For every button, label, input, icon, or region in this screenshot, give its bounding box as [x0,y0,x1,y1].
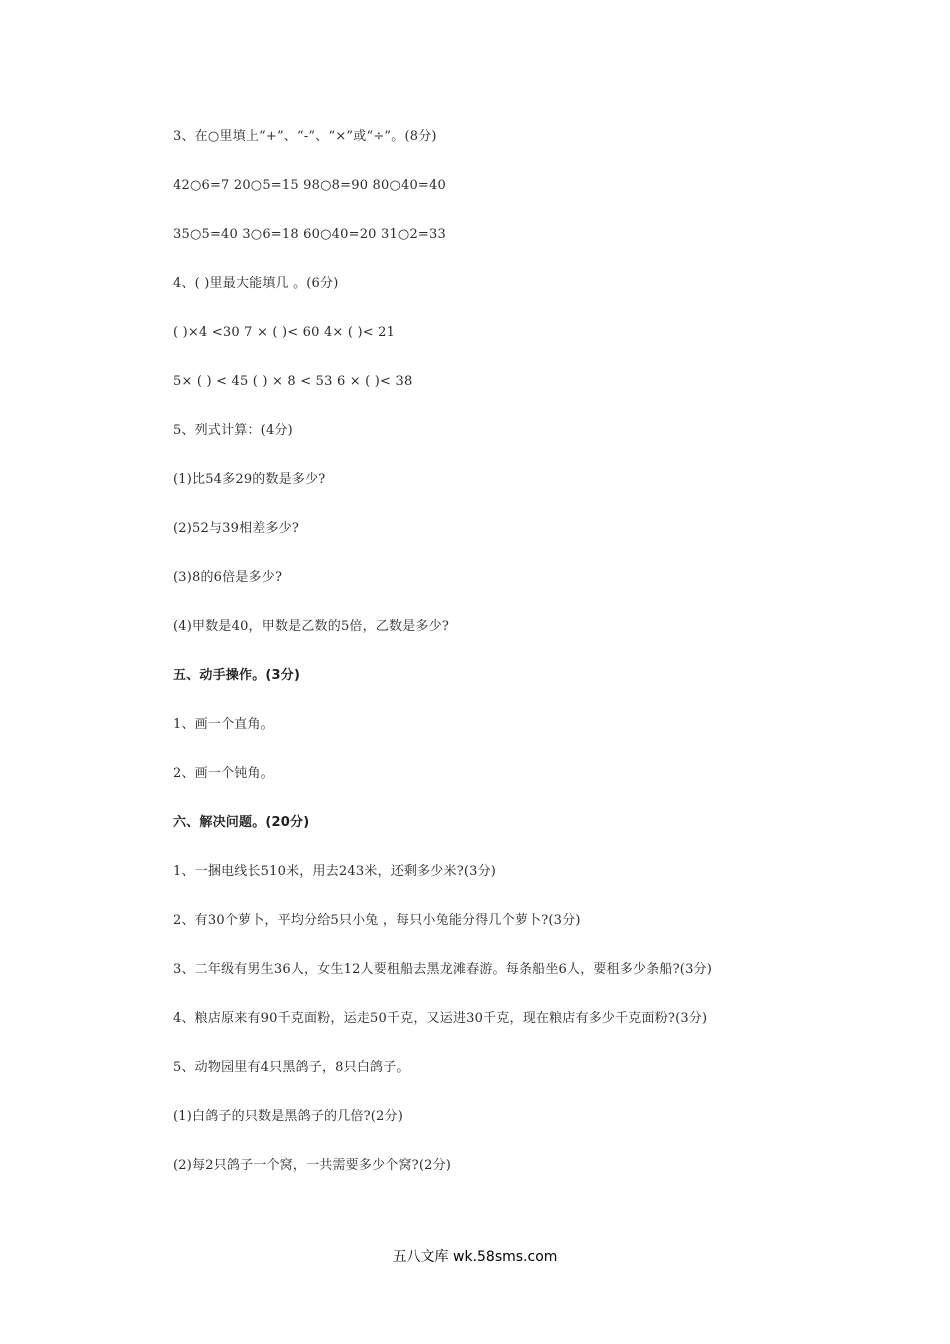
q4-row-2: 5× ( ) < 45 ( ) × 8 < 53 6 × ( )< 38 [173,374,413,389]
q5-item-3: (3)8的6倍是多少? [173,570,283,585]
problem-3: 3、二年级有男生36人，女生12人要租船去黑龙滩春游。每条船坐6人，要租多少条船?(3分) [173,962,713,977]
problem-5-sub-1: (1)白鸽子的只数是黑鸽子的几倍?(2分) [173,1109,403,1124]
q4-instruction: 4、( )里最大能填几 。(6分) [173,276,339,291]
section-6-heading: 六、解决问题。(20分) [173,815,310,830]
section-5-item-1: 1、画一个直角。 [173,717,274,732]
q5-item-2: (2)52与39相差多少? [173,521,300,536]
problem-4: 4、粮店原来有90千克面粉，运走50千克，又运进30千克，现在粮店有多少千克面粉?(3分) [173,1011,708,1026]
q5-instruction: 5、列式计算：(4分) [173,423,293,438]
problem-2: 2、有30个萝卜，平均分给5只小兔 ，每只小兔能分得几个萝卜?(3分) [173,913,581,928]
footer-watermark: 五八文库 wk.58sms.com [392,1249,558,1265]
section-5-heading: 五、动手操作。(3分) [173,668,301,683]
problem-5: 5、动物园里有4只黑鸽子，8只白鸽子。 [173,1060,410,1075]
q5-item-1: (1)比54多29的数是多少? [173,472,326,487]
q3-instruction: 3、在○里填上“+”、“-”、“×”或“÷”。(8分) [173,129,437,144]
problem-1: 1、一捆电线长510米，用去243米，还剩多少米?(3分) [173,864,497,879]
q3-row-1: 42○6=7 20○5=15 98○8=90 80○40=40 [173,178,446,193]
q3-row-2: 35○5=40 3○6=18 60○40=20 31○2=33 [173,227,446,242]
section-5-item-2: 2、画一个钝角。 [173,766,274,781]
q5-item-4: (4)甲数是40，甲数是乙数的5倍，乙数是多少? [173,619,449,634]
q4-row-1: ( )×4 <30 7 × ( )< 60 4× ( )< 21 [173,325,396,340]
problem-5-sub-2: (2)每2只鸽子一个窝，一共需要多少个窝?(2分) [173,1158,452,1173]
